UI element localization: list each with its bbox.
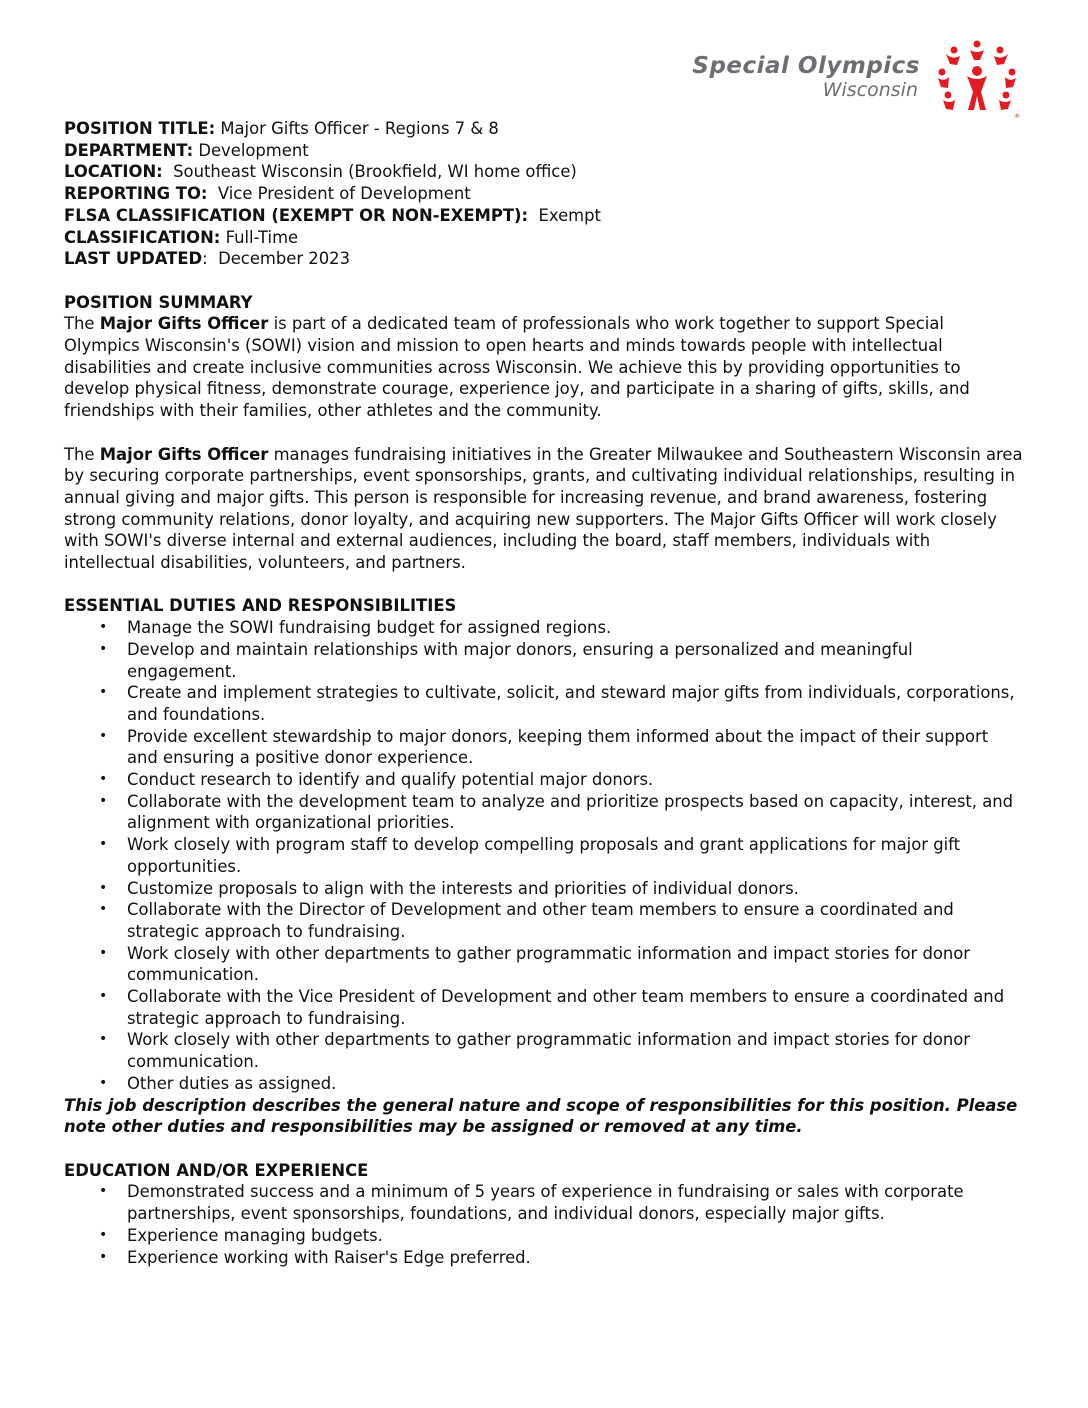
education-list (64, 1181, 1024, 1268)
meta-label: LAST UPDATED (64, 249, 203, 269)
list-item-text: Collaborate with the development team to analyze and prioritize prospects based on capacity, interest, and alignment with organizational priorities. (127, 791, 1014, 833)
list-item (64, 769, 1024, 791)
bullet-icon: • (99, 684, 108, 701)
duties-list (64, 617, 1024, 1094)
bullet-icon: • (99, 1248, 108, 1265)
logo-line-1: Special Olympics (692, 53, 920, 79)
position-meta (64, 118, 1024, 270)
list-item-text: Provide excellent stewardship to major donors, keeping them informed about the impact of their support and ensuring a positive donor experience. (127, 726, 989, 768)
bullet-icon: • (99, 727, 108, 744)
bullet-icon: • (99, 1183, 108, 1200)
text-run: is part of a dedicated team of professionals who work together to support Special Olympics Wisconsin's (SOWI) vision and mission to open hearts and minds towards people with intellectual disabilities and create inclusive communities across Wisconsin. We achieve this by providing opportunities to develop physical fitness, demonstrate courage, experience joy, and participate in a sharing of gifts, skills, and friendships with their families, other athletes and the community. (64, 314, 970, 421)
meta-label: LOCATION: (64, 162, 163, 182)
education-heading: EDUCATION AND/OR EXPERIENCE (64, 1160, 369, 1180)
bullet-icon: • (99, 988, 108, 1005)
list-item (64, 834, 1024, 877)
summary-paragraph-2 (64, 444, 1024, 574)
meta-flsa-classification (64, 205, 1024, 227)
list-item-text: Manage the SOWI fundraising budget for assigned regions. (127, 618, 612, 638)
bullet-icon: • (99, 640, 108, 657)
bullet-icon: • (99, 1226, 108, 1243)
duties-heading: ESSENTIAL DUTIES AND RESPONSIBILITIES (64, 596, 457, 616)
meta-department (64, 140, 1024, 162)
bullet-icon: • (99, 1031, 108, 1048)
bullet-icon: • (99, 619, 108, 636)
meta-position-title (64, 118, 1024, 140)
meta-label: REPORTING TO: (64, 184, 208, 204)
list-item (64, 899, 1024, 942)
summary-heading: POSITION SUMMARY (64, 292, 253, 312)
meta-value: Full-Time (220, 227, 299, 247)
meta-label: POSITION TITLE: (64, 119, 216, 138)
meta-value: : December 2023 (202, 249, 351, 269)
meta-label: CLASSIFICATION: (64, 227, 221, 247)
bullet-icon: • (99, 879, 108, 896)
list-item-text: Customize proposals to align with the interests and priorities of individual donors. (127, 878, 799, 898)
list-item (64, 1247, 1024, 1269)
disclaimer-note: This job description describes the general nature and scope of responsibilities for this position. Please note other duties and responsibilities may be assigned or removed at any time. (64, 1095, 1018, 1137)
svg-text:®: ® (1014, 113, 1020, 120)
meta-classification (64, 227, 1024, 249)
list-item (64, 682, 1024, 725)
paragraph-gap (64, 422, 1024, 444)
list-item-text: Work closely with other departments to gather programmatic information and impact stories for donor communication. (127, 943, 971, 985)
text-run: manages fundraising initiatives in the Greater Milwaukee and Southeastern Wisconsin area by securing corporate partnerships, event sponsorships, grants, and cultivating individual relationships, resulting in annual giving and major gifts. This person is responsible for increasing revenue, and brand awareness, fostering strong community relations, donor loyalty, and acquiring new supporters. The Major Gifts Officer will work closely with SOWI's diverse internal and external audiences, including the board, staff members, individuals with intellectual disabilities, volunteers, and partners. (64, 444, 1023, 573)
list-item (64, 726, 1024, 769)
list-item-text: Create and implement strategies to cultivate, solicit, and steward major gifts from individuals, corporations, and foundations. (127, 683, 1015, 724)
list-item-text: Experience managing budgets. (127, 1225, 383, 1245)
list-item (64, 943, 1024, 986)
list-item (64, 986, 1024, 1029)
text-run: The (64, 444, 100, 464)
text-run: The (64, 314, 100, 334)
list-item-text: Develop and maintain relationships with major donors, ensuring a personalized and meaningful engagement. (127, 639, 913, 681)
list-item (64, 1181, 1024, 1224)
list-item (64, 617, 1024, 639)
logo-line-2: Wisconsin (822, 79, 918, 101)
list-item (64, 1073, 1024, 1095)
special-olympics-logo (600, 38, 1020, 120)
list-item (64, 1029, 1024, 1072)
summary-paragraph-1 (64, 313, 1024, 422)
meta-value: Exempt (528, 205, 601, 225)
meta-label: DEPARTMENT: (64, 140, 194, 160)
list-item-text: Work closely with program staff to develop compelling proposals and grant applications for major gift opportunities. (127, 835, 961, 876)
list-item (64, 878, 1024, 900)
special-olympics-emblem-icon (934, 38, 1020, 120)
bullet-icon: • (99, 944, 108, 961)
meta-value: Vice President of Development (207, 184, 471, 204)
meta-value: Southeast Wisconsin (Brookfield, WI home office) (162, 162, 577, 182)
bullet-icon: • (99, 901, 108, 918)
list-item-text: Collaborate with the Director of Development and other team members to ensure a coordinated and strategic approach to fundraising. (127, 900, 954, 941)
bullet-icon: • (99, 1074, 108, 1091)
list-item-text: Work closely with other departments to gather programmatic information and impact stories for donor communication. (127, 1030, 971, 1072)
meta-label: FLSA CLASSIFICATION (EXEMPT OR NON-EXEMPT): (64, 205, 529, 225)
document-body (64, 118, 1024, 1268)
meta-value: Development (193, 140, 309, 160)
meta-last-updated (64, 248, 1024, 270)
meta-value: Major Gifts Officer - Regions 7 & 8 (215, 119, 499, 138)
list-item-text: Experience working with Raiser's Edge preferred. (127, 1247, 531, 1267)
bullet-icon: • (99, 836, 108, 853)
bullet-icon: • (99, 792, 108, 809)
list-item-text: Collaborate with the Vice President of Development and other team members to ensure a coordinated and strategic approach to fundraising. (127, 987, 1005, 1028)
meta-reporting-to (64, 183, 1024, 205)
logo-wordmark (692, 53, 920, 101)
list-item (64, 1225, 1024, 1247)
meta-location (64, 161, 1024, 183)
list-item-text: Other duties as assigned. (127, 1073, 337, 1093)
bullet-icon: • (99, 771, 108, 788)
list-item-text: Demonstrated success and a minimum of 5 years of experience in fundraising or sales with corporate partnerships, event sponsorships, foundations, and individual donors, especially major gifts. (127, 1182, 964, 1224)
list-item (64, 791, 1024, 834)
list-item (64, 639, 1024, 682)
role-name: Major Gifts Officer (99, 444, 269, 464)
role-name: Major Gifts Officer (99, 314, 269, 334)
list-item-text: Conduct research to identify and qualify potential major donors. (127, 770, 654, 790)
